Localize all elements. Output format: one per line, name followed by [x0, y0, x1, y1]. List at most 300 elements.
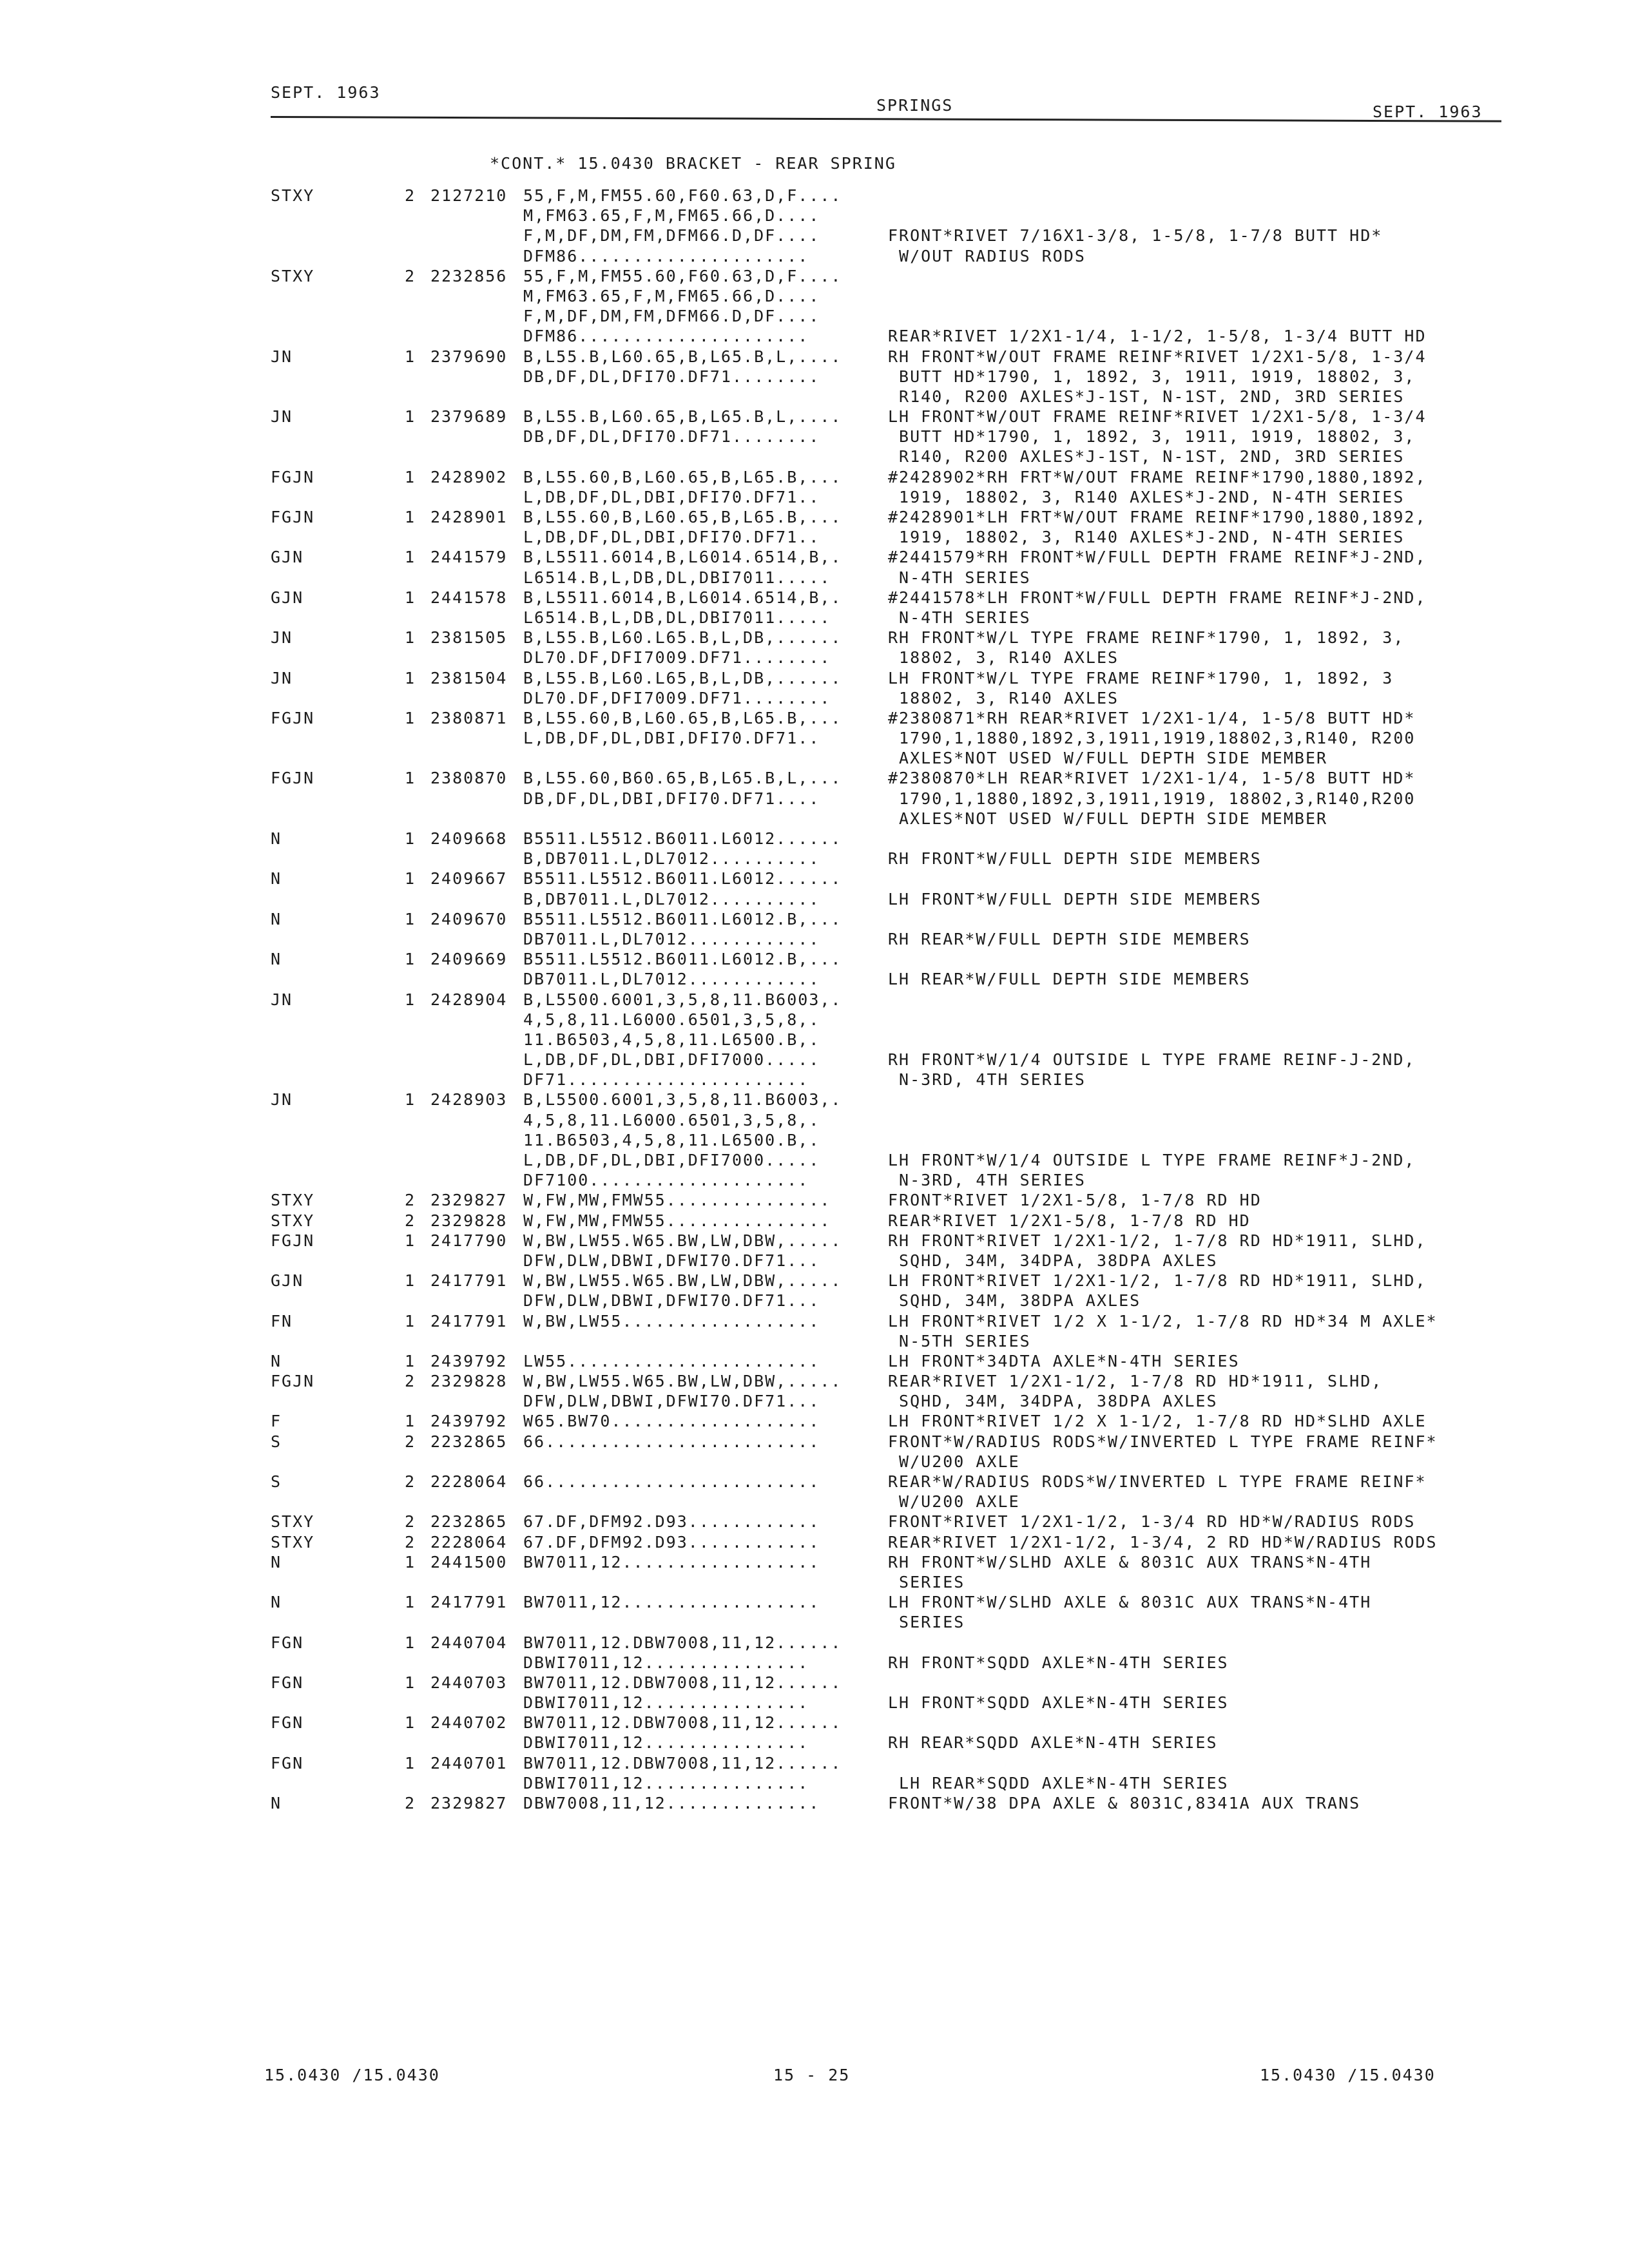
application-models: B,L5511.6014,B,L6014.6514,B,.: [523, 548, 842, 567]
listing-line: [0, 849, 1629, 869]
part-description: FRONT*RIVET 1/2X1-1/2, 1-3/4 RD HD*W/RADIUS RODS: [888, 1512, 1416, 1532]
quantity: 1: [405, 548, 416, 567]
application-models: L6514.B,L,DB,DL,DBI7011.....: [523, 568, 831, 587]
application-models: L,DB,DF,DL,DBI,DFI70.DF71..: [523, 729, 820, 748]
application-models: DFM86.....................: [523, 327, 809, 346]
application-models: 55,F,M,FM55.60,F60.63,D,F....: [523, 186, 842, 205]
listing-line: [0, 1211, 1629, 1231]
listing-line: [0, 1492, 1629, 1512]
applicability-code: FGJN: [271, 769, 315, 788]
applicability-code: GJN: [271, 1271, 304, 1291]
quantity: 1: [405, 1351, 416, 1370]
part-description: SQHD, 34M, 34DPA, 38DPA AXLES: [888, 1392, 1218, 1411]
part-number: 2440703: [430, 1673, 508, 1692]
footer-right: 15.0430 /15.0430: [1260, 2066, 1436, 2084]
part-number: 2379689: [430, 407, 508, 427]
application-models: DFW,DLW,DBWI,DFWI70.DF71...: [523, 1291, 820, 1311]
part-number: 2440702: [430, 1713, 508, 1733]
part-description: 18802, 3, R140 AXLES: [888, 648, 1119, 668]
part-number: 2381505: [430, 628, 508, 648]
application-models: B5511.L5512.B6011.L6012......: [523, 869, 842, 889]
listing-line: [0, 387, 1629, 407]
part-number: 2417791: [430, 1311, 508, 1331]
application-models: B,DB7011.L,DL7012..........: [523, 849, 820, 869]
listing-line: [0, 969, 1629, 989]
quantity: 1: [405, 708, 416, 727]
part-description: LH REAR*SQDD AXLE*N-4TH SERIES: [888, 1773, 1229, 1792]
applicability-code: FGJN: [271, 1372, 315, 1391]
part-number: 2441579: [430, 548, 508, 567]
applicability-code: STXY: [271, 266, 315, 285]
application-models: B,L5511.6014,B,L6014.6514,B,.: [523, 588, 842, 607]
listing-line: [0, 1391, 1629, 1411]
listing-line: [0, 1612, 1629, 1632]
application-models: B,L55.60,B60.65,B,L65.B,L,...: [523, 769, 842, 788]
quantity: 1: [405, 990, 416, 1009]
quantity: 2: [405, 186, 416, 205]
application-models: L,DB,DF,DL,DBI,DFI70.DF71..: [523, 487, 820, 506]
quantity: 1: [405, 1633, 416, 1652]
listing-line: [0, 1733, 1629, 1753]
application-models: L,DB,DF,DL,DBI,DFI7000.....: [523, 1151, 820, 1169]
application-models: DB,DF,DL,DFI70.DF71........: [523, 427, 820, 447]
part-description: #2428901*LH FRT*W/OUT FRAME REINF*1790,1880,1892,: [888, 508, 1427, 526]
listing-line: [0, 568, 1629, 588]
applicability-code: N: [271, 1794, 282, 1812]
listing-line: [0, 748, 1629, 768]
application-models: 55,F,M,FM55.60,F60.63,D,F....: [523, 266, 842, 285]
application-models: DF71......................: [523, 1070, 809, 1090]
part-description: W/U200 AXLE: [888, 1452, 1020, 1471]
listing-line: [0, 1351, 1629, 1371]
listing-line: [0, 487, 1629, 507]
application-models: DB7011.L,DL7012............: [523, 970, 820, 989]
application-models: DFW,DLW,DBWI,DFWI70.DF71...: [523, 1251, 820, 1270]
listing-line: [0, 1512, 1629, 1532]
quantity: 1: [405, 628, 416, 648]
application-models: M,FM63.65,F,M,FM65.66,D....: [523, 206, 820, 226]
applicability-code: STXY: [271, 186, 315, 205]
application-models: B,DB7011.L,DL7012..........: [523, 889, 820, 908]
part-description: RH FRONT*SQDD AXLE*N-4TH SERIES: [888, 1653, 1229, 1672]
listing-line: [0, 1231, 1629, 1251]
quantity: 2: [405, 1532, 416, 1552]
quantity: 2: [405, 1794, 416, 1812]
part-number: 2409667: [430, 869, 508, 889]
quantity: 1: [405, 1713, 416, 1733]
part-description: LH FRONT*RIVET 1/2X1-1/2, 1-7/8 RD HD*1911, SLHD,: [888, 1271, 1427, 1291]
part-description: LH FRONT*W/L TYPE FRAME REINF*1790, 1, 1892, 3: [888, 668, 1394, 687]
listing-line: [0, 809, 1629, 829]
application-models: DBW7008,11,12..............: [523, 1794, 820, 1812]
part-description: N-4TH SERIES: [888, 608, 1031, 627]
part-description: LH FRONT*W/OUT FRAME REINF*RIVET 1/2X1-5/8, 1-3/4: [888, 407, 1427, 427]
applicability-code: STXY: [271, 1512, 315, 1532]
part-number: 2228064: [430, 1472, 508, 1491]
part-description: 1919, 18802, 3, R140 AXLES*J-2ND, N-4TH SERIES: [888, 487, 1405, 506]
part-description: FRONT*W/RADIUS RODS*W/INVERTED L TYPE FRAME REINF*: [888, 1432, 1438, 1451]
part-description: N-5TH SERIES: [888, 1331, 1031, 1350]
quantity: 1: [405, 1593, 416, 1612]
application-models: 67.DF,DFM92.D93............: [523, 1512, 820, 1532]
listing-line: [0, 306, 1629, 326]
applicability-code: FGJN: [271, 467, 315, 486]
part-description: LH FRONT*W/SLHD AXLE & 8031C AUX TRANS*N-4TH: [888, 1593, 1372, 1612]
part-number: 2228064: [430, 1532, 508, 1552]
part-description: AXLES*NOT USED W/FULL DEPTH SIDE MEMBER: [888, 809, 1328, 828]
listing-line: [0, 226, 1629, 245]
quantity: 2: [405, 1211, 416, 1230]
applicability-code: N: [271, 1552, 282, 1571]
listing-line: [0, 186, 1629, 206]
application-models: 11.B6503,4,5,8,11.L6500.B,.: [523, 1030, 820, 1049]
application-models: L,DB,DF,DL,DBI,DFI70.DF71..: [523, 528, 820, 547]
quantity: 1: [405, 588, 416, 607]
quantity: 1: [405, 467, 416, 486]
application-models: B,L5500.6001,3,5,8,11.B6003,.: [523, 990, 842, 1009]
applicability-code: S: [271, 1472, 282, 1491]
quantity: 2: [405, 1372, 416, 1391]
listing-line: [0, 1653, 1629, 1673]
quantity: 2: [405, 1472, 416, 1491]
part-description: BUTT HD*1790, 1, 1892, 3, 1911, 1919, 18802, 3,: [888, 367, 1416, 386]
listing-line: [0, 949, 1629, 969]
applicability-code: FGN: [271, 1673, 304, 1692]
listing-line: [0, 1271, 1629, 1291]
listing-line: [0, 206, 1629, 226]
footer-left: 15.0430 /15.0430: [264, 2066, 440, 2084]
header-section-title: SPRINGS: [876, 96, 954, 115]
listing-line: [0, 608, 1629, 628]
part-number: 2428902: [430, 467, 508, 486]
listing-line: [0, 1592, 1629, 1612]
part-number: 2232865: [430, 1512, 508, 1532]
application-models: W,FW,MW,FMW55...............: [523, 1211, 831, 1230]
listing-line: [0, 1070, 1629, 1090]
part-number: 2329827: [430, 1191, 508, 1210]
application-models: F,M,DF,DM,FM,DFM66.D,DF....: [523, 307, 820, 326]
listing-line: [0, 427, 1629, 447]
application-models: DBWI7011,12...............: [523, 1773, 809, 1792]
part-description: 1919, 18802, 3, R140 AXLES*J-2ND, N-4TH SERIES: [888, 528, 1405, 547]
quantity: 1: [405, 1412, 416, 1431]
quantity: 1: [405, 1753, 416, 1773]
listing-line: [0, 1251, 1629, 1271]
applicability-code: N: [271, 1351, 282, 1370]
part-number: 2417791: [430, 1271, 508, 1291]
application-models: F,M,DF,DM,FM,DFM66.D,DF....: [523, 226, 820, 245]
applicability-code: JN: [271, 668, 293, 687]
quantity: 1: [405, 1311, 416, 1331]
listing-line: [0, 1633, 1629, 1653]
applicability-code: S: [271, 1432, 282, 1451]
listing-line: [0, 1030, 1629, 1050]
quantity: 1: [405, 769, 416, 788]
part-number: 2409669: [430, 950, 508, 969]
listing-line: [0, 1753, 1629, 1773]
application-models: DB,DF,DL,DFI70.DF71........: [523, 367, 820, 386]
part-number: 2409668: [430, 829, 508, 848]
part-description: REAR*RIVET 1/2X1-1/4, 1-1/2, 1-5/8, 1-3/4 BUTT HD: [888, 327, 1427, 346]
application-models: DB,DF,DL,DBI,DFI70.DF71....: [523, 789, 820, 808]
quantity: 1: [405, 407, 416, 427]
listing-line: [0, 547, 1629, 567]
application-models: W,BW,LW55..................: [523, 1311, 820, 1331]
part-number: 2380870: [430, 769, 508, 788]
applicability-code: JN: [271, 1090, 293, 1110]
listing-line: [0, 889, 1629, 909]
part-description: RH REAR*W/FULL DEPTH SIDE MEMBERS: [888, 929, 1251, 948]
applicability-code: N: [271, 909, 282, 928]
listing-line: [0, 1673, 1629, 1693]
section-subheader: *CONT.* 15.0430 BRACKET - REAR SPRING: [490, 154, 896, 173]
part-number: 2440701: [430, 1753, 508, 1773]
listing-line: [0, 1572, 1629, 1592]
listing-line: [0, 1331, 1629, 1351]
part-description: W/U200 AXLE: [888, 1492, 1020, 1512]
listing-line: [0, 1552, 1629, 1572]
part-number: 2439792: [430, 1351, 508, 1370]
header-date-left: SEPT. 1963: [271, 83, 381, 102]
listing-line: [0, 326, 1629, 346]
part-description: LH FRONT*W/FULL DEPTH SIDE MEMBERS: [888, 889, 1262, 908]
application-models: B,L55.60,B,L60.65,B,L65.B,...: [523, 708, 842, 727]
listing-line: [0, 1693, 1629, 1713]
listing-line: [0, 1773, 1629, 1793]
part-number: 2428904: [430, 990, 508, 1009]
listing-line: [0, 1472, 1629, 1492]
part-description: RH FRONT*W/L TYPE FRAME REINF*1790, 1, 1892, 3,: [888, 628, 1405, 648]
header-date-right: SEPT. 1963: [1373, 102, 1483, 121]
application-models: B5511.L5512.B6011.L6012.B,...: [523, 950, 842, 969]
application-models: 67.DF,DFM92.D93............: [523, 1532, 820, 1552]
listing-line: [0, 527, 1629, 547]
part-number: 2329828: [430, 1211, 508, 1230]
part-description: LH FRONT*RIVET 1/2 X 1-1/2, 1-7/8 RD HD*SLHD AXLE: [888, 1412, 1427, 1431]
part-description: FRONT*RIVET 1/2X1-5/8, 1-7/8 RD HD: [888, 1191, 1262, 1210]
application-models: W,BW,LW55.W65.BW,LW,DBW,.....: [523, 1231, 842, 1250]
application-models: BW7011,12.DBW7008,11,12......: [523, 1673, 842, 1692]
application-models: B,L55.60,B,L60.65,B,L65.B,...: [523, 467, 842, 486]
application-models: DBWI7011,12...............: [523, 1733, 809, 1753]
quantity: 1: [405, 1673, 416, 1692]
quantity: 2: [405, 1512, 416, 1532]
part-number: 2428901: [430, 508, 508, 526]
part-description: RH FRONT*RIVET 1/2X1-1/2, 1-7/8 RD HD*1911, SLHD,: [888, 1231, 1427, 1250]
part-number: 2379690: [430, 347, 508, 366]
application-models: 66.........................: [523, 1432, 820, 1451]
listing-line: [0, 347, 1629, 367]
part-number: 2417791: [430, 1593, 508, 1612]
application-models: B5511.L5512.B6011.L6012......: [523, 829, 842, 848]
listing-line: [0, 929, 1629, 949]
listing-line: [0, 1010, 1629, 1030]
quantity: 2: [405, 1432, 416, 1451]
part-description: RH FRONT*W/OUT FRAME REINF*RIVET 1/2X1-5/8, 1-3/4: [888, 347, 1427, 366]
part-number: 2428903: [430, 1090, 508, 1110]
listing-line: [0, 1130, 1629, 1150]
listing-line: [0, 1371, 1629, 1391]
application-models: DL70.DF,DFI7009.DF71........: [523, 648, 831, 668]
part-description: LH FRONT*SQDD AXLE*N-4TH SERIES: [888, 1693, 1229, 1713]
part-description: REAR*RIVET 1/2X1-1/2, 1-3/4, 2 RD HD*W/RADIUS RODS: [888, 1532, 1438, 1552]
listing-line: [0, 688, 1629, 708]
listing-line: [0, 1793, 1629, 1813]
part-description: REAR*RIVET 1/2X1-1/2, 1-7/8 RD HD*1911, SLHD,: [888, 1372, 1383, 1391]
part-number: 2441500: [430, 1552, 508, 1571]
applicability-code: FGJN: [271, 708, 315, 727]
part-description: RH FRONT*W/1/4 OUTSIDE L TYPE FRAME REINF-J-2ND,: [888, 1050, 1416, 1070]
application-models: B,L55.60,B,L60.65,B,L65.B,...: [523, 508, 842, 526]
listing-line: [0, 246, 1629, 266]
listing-line: [0, 1532, 1629, 1552]
part-number: 2417790: [430, 1231, 508, 1250]
listing-line: [0, 1291, 1629, 1311]
application-models: W65.BW70...................: [523, 1412, 820, 1431]
application-models: B,L55.B,L60.L65,B,L,DB,......: [523, 668, 842, 687]
application-models: DFW,DLW,DBWI,DFWI70.DF71...: [523, 1392, 820, 1411]
application-models: B,L55.B,L60.65,B,L65.B,L,....: [523, 347, 842, 366]
application-models: 4,5,8,11.L6000.6501,3,5,8,.: [523, 1010, 820, 1029]
part-number: 2329827: [430, 1794, 508, 1812]
quantity: 1: [405, 829, 416, 848]
listing-line: [0, 286, 1629, 306]
quantity: 1: [405, 347, 416, 366]
quantity: 1: [405, 1552, 416, 1571]
part-number: 2381504: [430, 668, 508, 687]
part-description: W/OUT RADIUS RODS: [888, 246, 1086, 265]
part-description: 18802, 3, R140 AXLES: [888, 688, 1119, 707]
listing-line: [0, 1090, 1629, 1110]
quantity: 2: [405, 1191, 416, 1210]
application-models: DBWI7011,12...............: [523, 1693, 809, 1713]
application-models: W,BW,LW55.W65.BW,LW,DBW,.....: [523, 1372, 842, 1391]
part-description: RH FRONT*W/SLHD AXLE & 8031C AUX TRANS*N-4TH: [888, 1552, 1372, 1571]
part-description: #2441579*RH FRONT*W/FULL DEPTH FRAME REINF*J-2ND,: [888, 548, 1427, 567]
listing-line: [0, 829, 1629, 849]
application-models: BW7011,12.DBW7008,11,12......: [523, 1713, 842, 1733]
listing-line: [0, 909, 1629, 929]
application-models: DL70.DF,DFI7009.DF71........: [523, 688, 831, 707]
application-models: L6514.B,L,DB,DL,DBI7011.....: [523, 608, 831, 627]
listing-line: [0, 668, 1629, 688]
listing-line: [0, 768, 1629, 788]
application-models: W,BW,LW55.W65.BW,LW,DBW,.....: [523, 1271, 842, 1291]
part-description: N-3RD, 4TH SERIES: [888, 1171, 1086, 1190]
part-description: LH FRONT*RIVET 1/2 X 1-1/2, 1-7/8 RD HD*34 M AXLE*: [888, 1311, 1438, 1331]
application-models: BW7011,12..................: [523, 1593, 820, 1612]
application-models: L,DB,DF,DL,DBI,DFI7000.....: [523, 1050, 820, 1070]
footer-page-number: 15 - 25: [773, 2066, 851, 2084]
quantity: 1: [405, 1231, 416, 1250]
applicability-code: JN: [271, 407, 293, 427]
listing-line: [0, 1432, 1629, 1452]
part-description: N-3RD, 4TH SERIES: [888, 1070, 1086, 1090]
part-description: #2380871*RH REAR*RIVET 1/2X1-1/4, 1-5/8 BUTT HD*: [888, 708, 1416, 727]
listing-line: [0, 1411, 1629, 1431]
part-description: SERIES: [888, 1613, 965, 1632]
quantity: 1: [405, 668, 416, 687]
application-models: BW7011,12..................: [523, 1552, 820, 1571]
quantity: 1: [405, 508, 416, 526]
applicability-code: FGJN: [271, 508, 315, 526]
applicability-code: FGJN: [271, 1231, 315, 1250]
application-models: B5511.L5512.B6011.L6012.B,...: [523, 909, 842, 928]
application-models: BW7011,12.DBW7008,11,12......: [523, 1753, 842, 1773]
listing-line: [0, 1050, 1629, 1070]
applicability-code: FGN: [271, 1713, 304, 1733]
part-number: 2441578: [430, 588, 508, 607]
part-number: 2440704: [430, 1633, 508, 1652]
applicability-code: STXY: [271, 1211, 315, 1230]
listing-line: [0, 1452, 1629, 1472]
listing-line: [0, 1150, 1629, 1170]
applicability-code: JN: [271, 628, 293, 648]
application-models: 66.........................: [523, 1472, 820, 1491]
applicability-code: GJN: [271, 588, 304, 607]
part-description: AXLES*NOT USED W/FULL DEPTH SIDE MEMBER: [888, 749, 1328, 768]
application-models: B,L5500.6001,3,5,8,11.B6003,.: [523, 1090, 842, 1110]
application-models: 4,5,8,11.L6000.6501,3,5,8,.: [523, 1110, 820, 1129]
application-models: DF7100....................: [523, 1171, 809, 1190]
part-description: 1790,1,1880,1892,3,1911,1919, 18802,3,R140,R200: [888, 789, 1416, 808]
listing-line: [0, 628, 1629, 648]
applicability-code: N: [271, 950, 282, 969]
application-models: BW7011,12.DBW7008,11,12......: [523, 1633, 842, 1652]
listing-line: [0, 367, 1629, 387]
applicability-code: JN: [271, 347, 293, 366]
listing-line: [0, 1170, 1629, 1190]
part-number: 2329828: [430, 1372, 508, 1391]
part-description: BUTT HD*1790, 1, 1892, 3, 1911, 1919, 18802, 3,: [888, 427, 1416, 447]
part-description: R140, R200 AXLES*J-1ST, N-1ST, 2ND, 3RD SERIES: [888, 447, 1405, 466]
part-description: RH REAR*SQDD AXLE*N-4TH SERIES: [888, 1733, 1218, 1753]
part-description: FRONT*W/38 DPA AXLE & 8031C,8341A AUX TRANS: [888, 1794, 1361, 1812]
listing-line: [0, 1190, 1629, 1210]
part-description: N-4TH SERIES: [888, 568, 1031, 587]
application-models: W,FW,MW,FMW55...............: [523, 1191, 831, 1210]
part-number: 2380871: [430, 708, 508, 727]
application-models: B,L55.B,L60.65,B,L65.B,L,....: [523, 407, 842, 427]
quantity: 1: [405, 869, 416, 889]
application-models: B,L55.B,L60.L65.B,L,DB,......: [523, 628, 842, 648]
listing-line: [0, 588, 1629, 608]
part-description: #2428902*RH FRT*W/OUT FRAME REINF*1790,1880,1892,: [888, 467, 1427, 486]
part-number: 2409670: [430, 909, 508, 928]
listing-line: [0, 266, 1629, 286]
listing-line: [0, 447, 1629, 466]
part-number: 2127210: [430, 186, 508, 205]
part-description: LH FRONT*34DTA AXLE*N-4TH SERIES: [888, 1351, 1240, 1370]
part-description: 1790,1,1880,1892,3,1911,1919,18802,3,R140, R200: [888, 729, 1416, 748]
quantity: 2: [405, 266, 416, 285]
applicability-code: N: [271, 829, 282, 848]
applicability-code: FGN: [271, 1633, 304, 1652]
listing-line: [0, 990, 1629, 1010]
applicability-code: N: [271, 869, 282, 889]
listing-line: [0, 869, 1629, 889]
listing-line: [0, 1713, 1629, 1733]
listing-line: [0, 789, 1629, 809]
application-models: DB7011.L,DL7012............: [523, 929, 820, 948]
quantity: 1: [405, 1271, 416, 1291]
application-models: M,FM63.65,F,M,FM65.66,D....: [523, 286, 820, 305]
quantity: 1: [405, 950, 416, 969]
part-number: 2232856: [430, 266, 508, 285]
part-description: #2380870*LH REAR*RIVET 1/2X1-1/4, 1-5/8 BUTT HD*: [888, 769, 1416, 788]
part-description: REAR*W/RADIUS RODS*W/INVERTED L TYPE FRAME REINF*: [888, 1472, 1427, 1491]
listing-line: [0, 507, 1629, 527]
